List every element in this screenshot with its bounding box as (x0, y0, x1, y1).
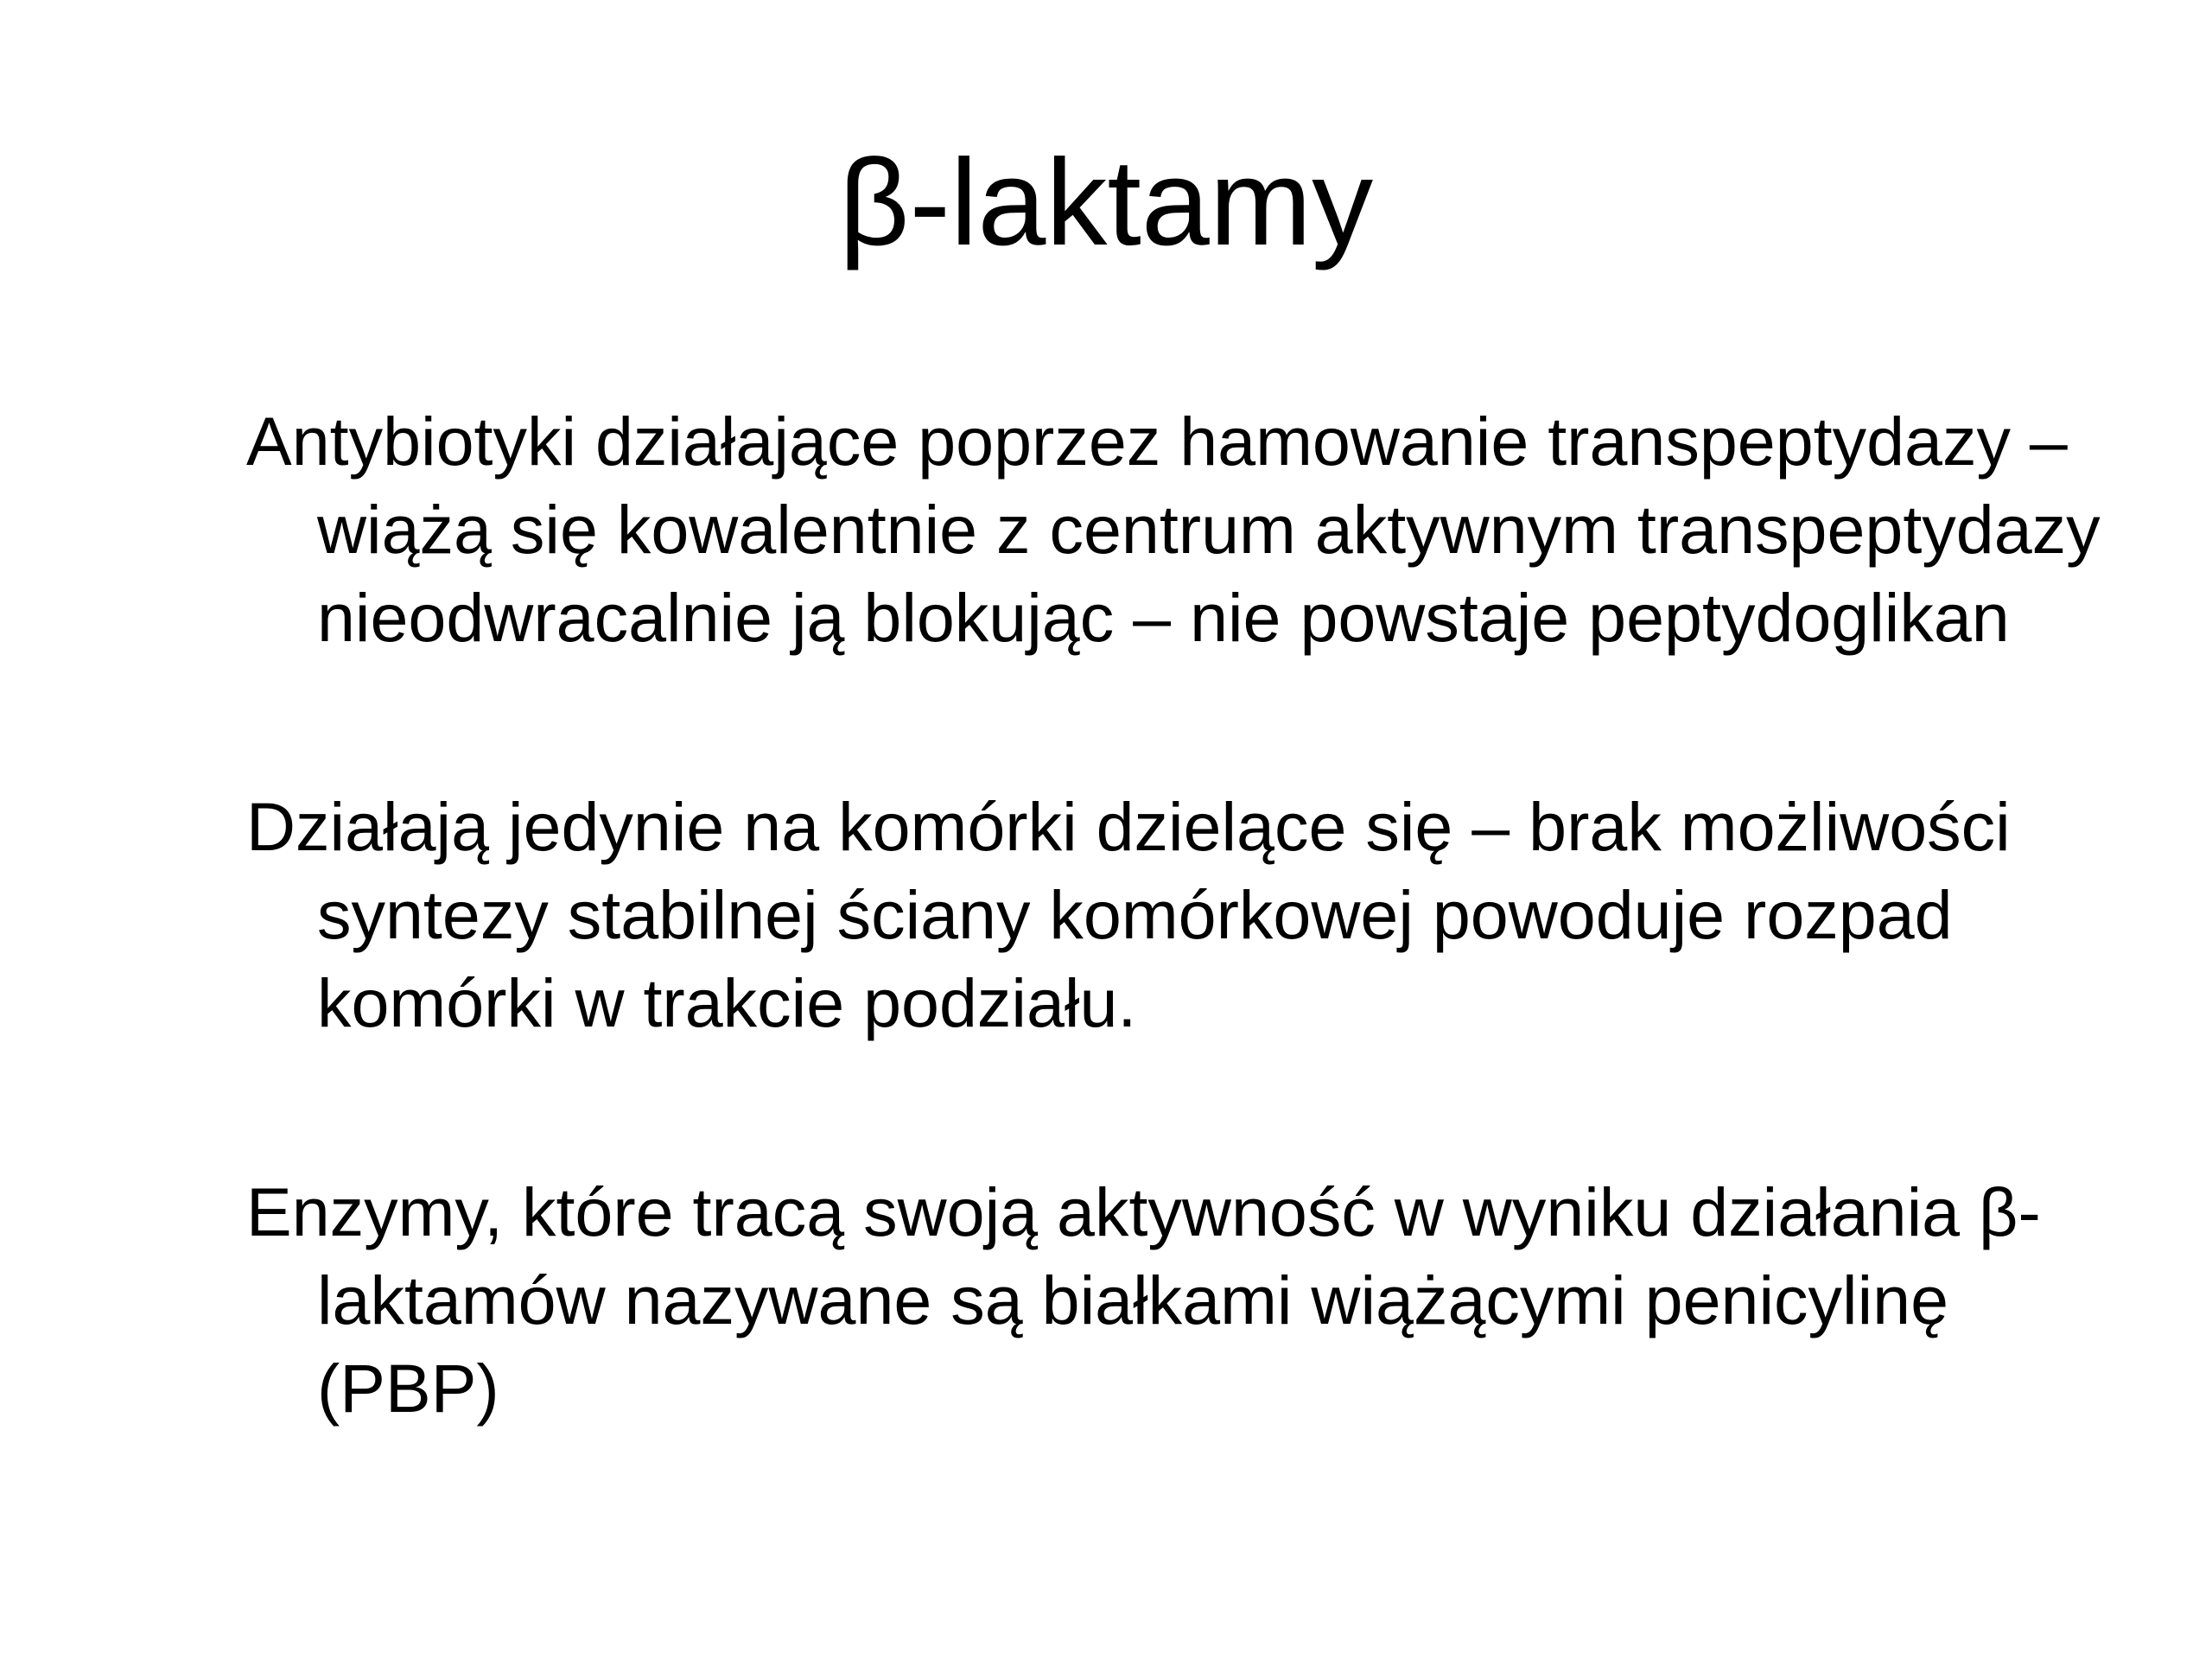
bullet-text: Działają jedynie na komórki dzielące się – brak możliwości syntezy stabilnej ściany komórkowej powoduje rozpad komórki w trakcie podziału. (246, 788, 2011, 1041)
slide-title: β-laktamy (838, 134, 1374, 271)
bullet-list (246, 397, 2130, 1433)
bullet-text: Antybiotyki działające poprzez hamowanie transpeptydazy – wiążą się kowalentnie z centrum aktywnym transpeptydazy nieodwracalnie ją blokując – nie powstaje peptydoglikan (246, 403, 2101, 656)
bullet-text: Enzymy, które tracą swoją aktywność w wyniku działania β-laktamów nazywane są białkami wiążącymi penicylinę (PBP) (246, 1173, 2041, 1427)
